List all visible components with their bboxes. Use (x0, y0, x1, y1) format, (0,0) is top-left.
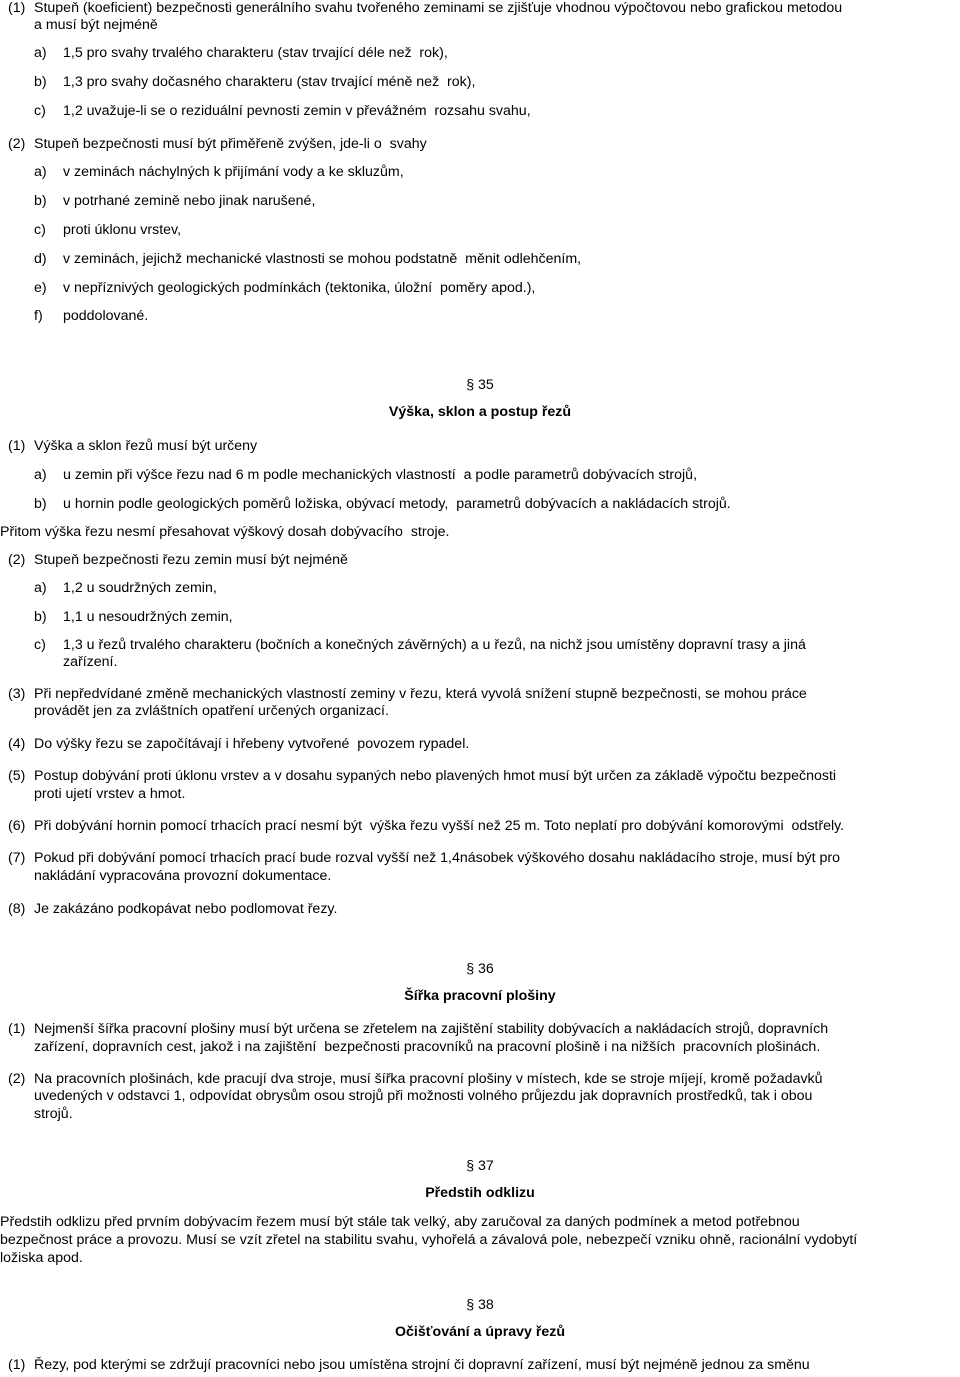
paragraph-number: (4) (8, 736, 26, 752)
paragraph-number: (3) (8, 686, 26, 702)
section-title: Předstih odklizu (425, 1185, 535, 1201)
paragraph-text: nakládání vypracována provozní dokumentace. (34, 868, 332, 884)
paragraph-text: ložiska apod. (0, 1250, 83, 1266)
paragraph-text: a musí být nejméně (34, 17, 158, 33)
section-number: § 36 (466, 961, 494, 977)
list-item: 1,5 pro svahy trvalého charakteru (stav trvající déle než rok), (63, 45, 448, 61)
paragraph-text: provádět jen za zvláštních opatření určených organizací. (34, 703, 389, 719)
section-title: Očišťování a úpravy řezů (394, 1324, 566, 1340)
list-item: 1,2 u soudržných zemin, (63, 580, 217, 596)
paragraph-text: Na pracovních plošinách, kde pracují dva stroje, musí šířka pracovní plošiny v místech, kde se stroje míjejí, kromě požadavků (34, 1071, 823, 1087)
list-label: b) (34, 609, 47, 625)
paragraph-number: (2) (8, 136, 26, 152)
paragraph-number: (6) (8, 818, 26, 834)
list-item: zařízení. (63, 654, 118, 670)
list-label: a) (34, 467, 47, 483)
list-item: 1,3 pro svahy dočasného charakteru (stav trvající méně než rok), (63, 74, 476, 90)
list-item: proti úklonu vrstev, (63, 222, 182, 238)
list-item: 1,2 uvažuje-li se o reziduální pevnosti zemin v převážném rozsahu svahu, (63, 103, 531, 119)
paragraph-number: (8) (8, 901, 26, 917)
section-title: Šířka pracovní plošiny (404, 988, 556, 1004)
list-item: 1,3 u řezů trvalého charakteru (bočních a konečných závěrných) a u řezů, na nichž jsou umístěny dopravní trasy a jiná (63, 637, 806, 653)
paragraph-text: Stupeň bezpečnosti musí být přiměřeně zvýšen, jde-li o svahy (34, 136, 427, 152)
paragraph-text: bezpečnost práce a provozu. Musí se vzít zřetel na stabilitu svahu, vyhořelá a závalová pole, nebezpečí vzniku ohně, racionální vydobytí (0, 1232, 858, 1248)
list-item: 1,1 u nesoudržných zemin, (63, 609, 233, 625)
section-number: § 35 (466, 377, 494, 393)
paragraph-note: Přitom výška řezu nesmí přesahovat výškový dosah dobývacího stroje. (0, 524, 450, 540)
paragraph-text: Stupeň bezpečnosti řezu zemin musí být nejméně (34, 552, 348, 568)
list-item: v zeminách náchylných k přijímání vody a ke skluzům, (63, 164, 404, 180)
list-label: d) (34, 251, 47, 267)
paragraph-text: Do výšky řezu se započítávají i hřebeny vytvořené povozem rypadel. (34, 736, 470, 752)
paragraph-number: (2) (8, 552, 26, 568)
paragraph-text: Stupeň (koeficient) bezpečnosti generálního svahu tvořeného zeminami se zjišťuje vhodnou výpočtovou nebo grafickou metodou (34, 0, 843, 16)
paragraph-number: (7) (8, 850, 26, 866)
paragraph-number: (1) (8, 1021, 26, 1037)
section-title: Výška, sklon a postup řezů (388, 404, 572, 420)
list-item: poddolované. (63, 308, 149, 324)
paragraph-text: Výška a sklon řezů musí být určeny (34, 438, 258, 454)
paragraph-text: strojů. (34, 1106, 73, 1122)
list-label: c) (34, 222, 46, 238)
paragraph-number: (5) (8, 768, 26, 784)
paragraph-text: Předstih odklizu před prvním dobývacím řezem musí být stále tak velký, aby zaručoval za daných podmínek a metod potřebnou (0, 1214, 800, 1230)
paragraph-text: proti ujetí vrstev a hmot. (34, 786, 186, 802)
list-label: a) (34, 45, 47, 61)
paragraph-text: Řezy, pod kterými se zdržují pracovníci nebo jsou umístěna strojní či dopravní zařízení, musí být nejméně jednou za směnu (34, 1357, 810, 1373)
paragraph-text: uvedených v odstavci 1, odpovídat obrysům osou strojů při možnosti volného průjezdu jak dopravních prostředků, tak i obou (34, 1088, 813, 1104)
list-label: c) (34, 637, 46, 653)
paragraph-text: zařízení, dopravních cest, jakož i na zajištění bezpečnosti pracovníků na pracovní plošině i na nižších pracovních plošinách. (34, 1039, 821, 1055)
list-label: b) (34, 74, 47, 90)
section-number: § 37 (466, 1158, 494, 1174)
list-label: b) (34, 193, 47, 209)
list-label: f) (34, 308, 43, 324)
paragraph-number: (1) (8, 0, 26, 16)
list-label: a) (34, 580, 47, 596)
list-item: v zeminách, jejichž mechanické vlastnosti se mohou podstatně měnit odlehčením, (63, 251, 582, 267)
list-label: b) (34, 496, 47, 512)
list-item: u zemin při výšce řezu nad 6 m podle mechanických vlastností a podle parametrů dobývacích strojů, (63, 467, 698, 483)
list-item: v nepříznivých geologických podmínkách (tektonika, úložní poměry apod.), (63, 280, 536, 296)
list-label: a) (34, 164, 47, 180)
list-item: v potrhané zemině nebo jinak narušené, (63, 193, 316, 209)
list-item: u hornin podle geologických poměrů ložiska, obývací metody, parametrů dobývacích a nakládacích strojů. (63, 496, 731, 512)
paragraph-text: Je zakázáno podkopávat nebo podlomovat řezy. (34, 901, 338, 917)
paragraph-text: Při nepředvídané změně mechanických vlastností zeminy v řezu, která vyvolá snížení stupně bezpečnosti, se mohou práce (34, 686, 807, 702)
paragraph-text: Pokud při dobývání pomocí trhacích prací bude rozval vyšší než 1,4násobek výškového dosahu nakládacího stroje, musí být pro (34, 850, 840, 866)
section-number: § 38 (466, 1297, 494, 1313)
paragraph-text: Postup dobývání proti úklonu vrstev a v dosahu sypaných nebo plavených hmot musí být určen za základě výpočtu bezpečnosti (34, 768, 837, 784)
paragraph-text: Při dobývání hornin pomocí trhacích prací nesmí být výška řezu vyšší než 25 m. Toto neplatí pro dobývání komorovými odstřely. (34, 818, 845, 834)
list-label: e) (34, 280, 47, 296)
paragraph-text: Nejmenší šířka pracovní plošiny musí být určena se zřetelem na zajištění stability dobývacích a nakládacích strojů, dopravních (34, 1021, 829, 1037)
paragraph-number: (2) (8, 1071, 26, 1087)
paragraph-number: (1) (8, 438, 26, 454)
paragraph-number: (1) (8, 1357, 26, 1373)
list-label: c) (34, 103, 46, 119)
